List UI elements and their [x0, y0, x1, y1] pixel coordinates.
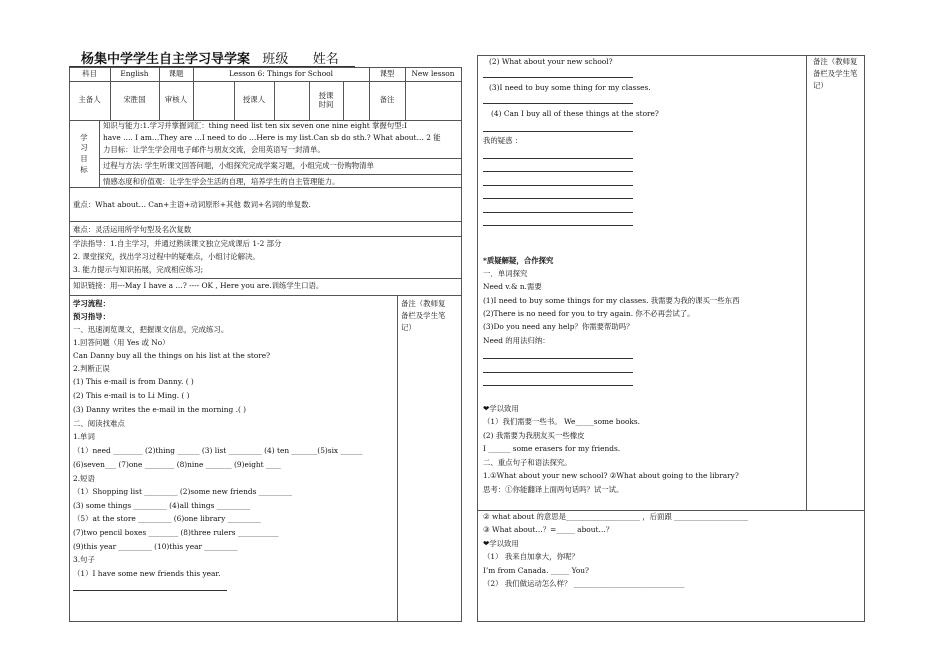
- question-4: (4) Can I buy all of these things at the store?: [491, 109, 659, 118]
- knowledge-link: 知识链接：用---May I have a …? ---- OK , Here you are.训练学生口语。: [73, 281, 324, 290]
- process-line: (7)two pencil boxes ________ (8)three rulers ___________: [73, 528, 279, 537]
- explore-line: (2)There is no need for you to try again. 你不必再尝试了。: [483, 309, 695, 318]
- apply-line: （1）我们需要一些书。 We_____some books.: [483, 417, 641, 426]
- right-side-note-3: 记）: [813, 81, 828, 90]
- explore-line: Need 的用法归纳：: [483, 336, 550, 345]
- process-line: (1) This e-mail is from Danny. ( ): [73, 377, 194, 386]
- process-line: （5）at the store _________ (6)one library _________: [73, 514, 261, 523]
- bottom-line: I’m from Canada. _____ You?: [483, 566, 589, 575]
- side-note-1: 备注（教师复: [401, 299, 446, 308]
- page-title: 杨集中学学生自主学习导学案: [81, 52, 251, 67]
- apply-line: (2) 我需要为我朋友买一些橡皮: [483, 431, 585, 440]
- process-line: 2.判断正误: [73, 364, 110, 373]
- process-line: (3) some things _________ (4)all things _________: [73, 501, 251, 510]
- type-value: New lesson: [411, 68, 455, 78]
- explore-title: *质疑解疑，合作探究: [483, 256, 554, 265]
- side-note-3: 记）: [401, 323, 416, 332]
- bottom-line: （1） 我来自加拿大，你呢？: [483, 552, 579, 561]
- method-2: 2. 课堂探究，找出学习过程中的疑难点，小组讨论解决。: [73, 252, 260, 261]
- time-label: 授课 时间: [318, 90, 334, 109]
- process-line: (9)this year _________ (10)this year _________: [73, 542, 238, 551]
- explore-line: (1)I need to buy some things for my classes. 我需要为我的课买一些东西: [483, 296, 740, 305]
- bottom-line: ③ What about…？=_____ about…？: [483, 525, 614, 534]
- bottom-line: （2） 我们做运动怎么样？ ______________________________: [483, 579, 685, 588]
- process-line: （1）Shopping list _________ (2)some new friends _________: [73, 487, 293, 496]
- question-3: (3)I need to buy some thing for my classes.: [489, 83, 651, 92]
- goal-knowledge-2: have …. I am…They are …I need to do …Here is my list.Can sb do sth.? What about… 2 能: [103, 133, 441, 142]
- reviewer-label: 审核人: [164, 95, 188, 105]
- process-line: 二、阅读找难点: [73, 419, 125, 428]
- method-3: 3. 能力提示与知识拓展，完成相应练习;: [73, 265, 204, 274]
- class-label: 班级: [262, 52, 289, 67]
- my-doubts-label: 我的疑惑 ：: [483, 136, 523, 145]
- apply-line: I ______ some erasers for my friends.: [483, 444, 621, 453]
- process-line: (2) This e-mail is to Li Ming. ( ): [73, 391, 190, 400]
- left-page: [69, 52, 461, 621]
- process-title: 学习流程：: [73, 299, 110, 308]
- process-line: 1.单词: [73, 432, 95, 441]
- goals-side-label: 学 习 目 标: [80, 132, 88, 174]
- process-line: 2.短语: [73, 474, 95, 483]
- bottom-line: ② what about 的意思是____________________ ，后面跟 ____________________: [483, 512, 749, 521]
- question-2: (2) What about your new school?: [489, 57, 613, 66]
- side-note-2: 备栏及学生笔: [401, 311, 446, 320]
- teacher-label: 授课人: [242, 95, 266, 105]
- lesson-label: 课题: [168, 68, 184, 78]
- process-line: (3) Danny writes the e-mail in the morning .( ): [73, 405, 247, 414]
- explore-line: (3)Do you need any help？你需要帮助吗？: [483, 322, 634, 331]
- goal-emotion: 情感态度和价值观：让学生学会生活的自理，培养学生的自主管理能力。: [103, 177, 340, 186]
- lesson-value: Lesson 6: Things for School: [229, 68, 333, 78]
- difficulty: 难点：灵活运用所学句型及名次复数: [73, 225, 192, 234]
- preparer-label: 主备人: [78, 95, 101, 105]
- right-page: [477, 55, 865, 621]
- process-line: （1）I have some new friends this year.: [73, 569, 221, 578]
- apply-line: 1.①What about your new school? ②What about going to the library?: [483, 471, 739, 480]
- process-line: 3.句子: [73, 555, 95, 564]
- apply-line: 二、重点句子和语法探究。: [483, 458, 572, 467]
- preview-title: 预习指导：: [73, 312, 110, 321]
- right-side-note-1: 备注（教师复: [813, 57, 858, 66]
- subject-value: English: [120, 68, 149, 78]
- apply-title: ❤学以致用: [483, 404, 519, 413]
- apply-line: 思考：①你能翻译上面两句话吗？试一试。: [483, 485, 624, 494]
- process-line: (6)seven___ (7)one ________ (8)nine _______ (9)eight ____: [73, 460, 281, 469]
- subject-label: 科目: [82, 68, 97, 78]
- right-side-note-2: 备栏及学生笔: [813, 69, 858, 78]
- process-line: 一、迅速浏览课文，把握课文信息，完成练习。: [73, 325, 229, 334]
- preparer-value: 宋胜国: [123, 95, 146, 105]
- name-label: 姓名: [312, 52, 339, 67]
- method-1: 学法指导：1.自主学习，并通过熟读课文独立完成课后 1-2 部分: [73, 239, 282, 248]
- process-line: 1.回答问题（用 Yes 或 No）: [73, 338, 170, 347]
- goal-process: 过程与方法: 学生听课文回答问题，小组探究完成学案习题，小组完成一份购物清单: [103, 161, 374, 170]
- bottom-line: ❤学以致用: [483, 539, 519, 548]
- type-label: 课型: [379, 68, 395, 78]
- goal-knowledge-3: 力目标：让学生学会用电子邮件与朋友交流，会用英语写一封清单。: [103, 145, 325, 154]
- goal-knowledge-1: 知识与能力:1.学习并掌握词汇：thing need list ten six seven one nine eight 掌握句型:I: [103, 121, 407, 130]
- key-point: 重点：What about… Can+主语+动词原形+其他 数词+名词的单复数.: [73, 200, 311, 209]
- explore-line: Need v.& n.需要: [483, 282, 542, 291]
- explore-line: 一．单词探究: [483, 269, 528, 278]
- process-line: （1）need ________ (2)thing ______ (3) list _________ (4) ten _______(5)six ______: [73, 446, 363, 455]
- process-line: Can Danny buy all the things on his list at the store?: [73, 351, 271, 360]
- note-label: 备注: [379, 95, 395, 105]
